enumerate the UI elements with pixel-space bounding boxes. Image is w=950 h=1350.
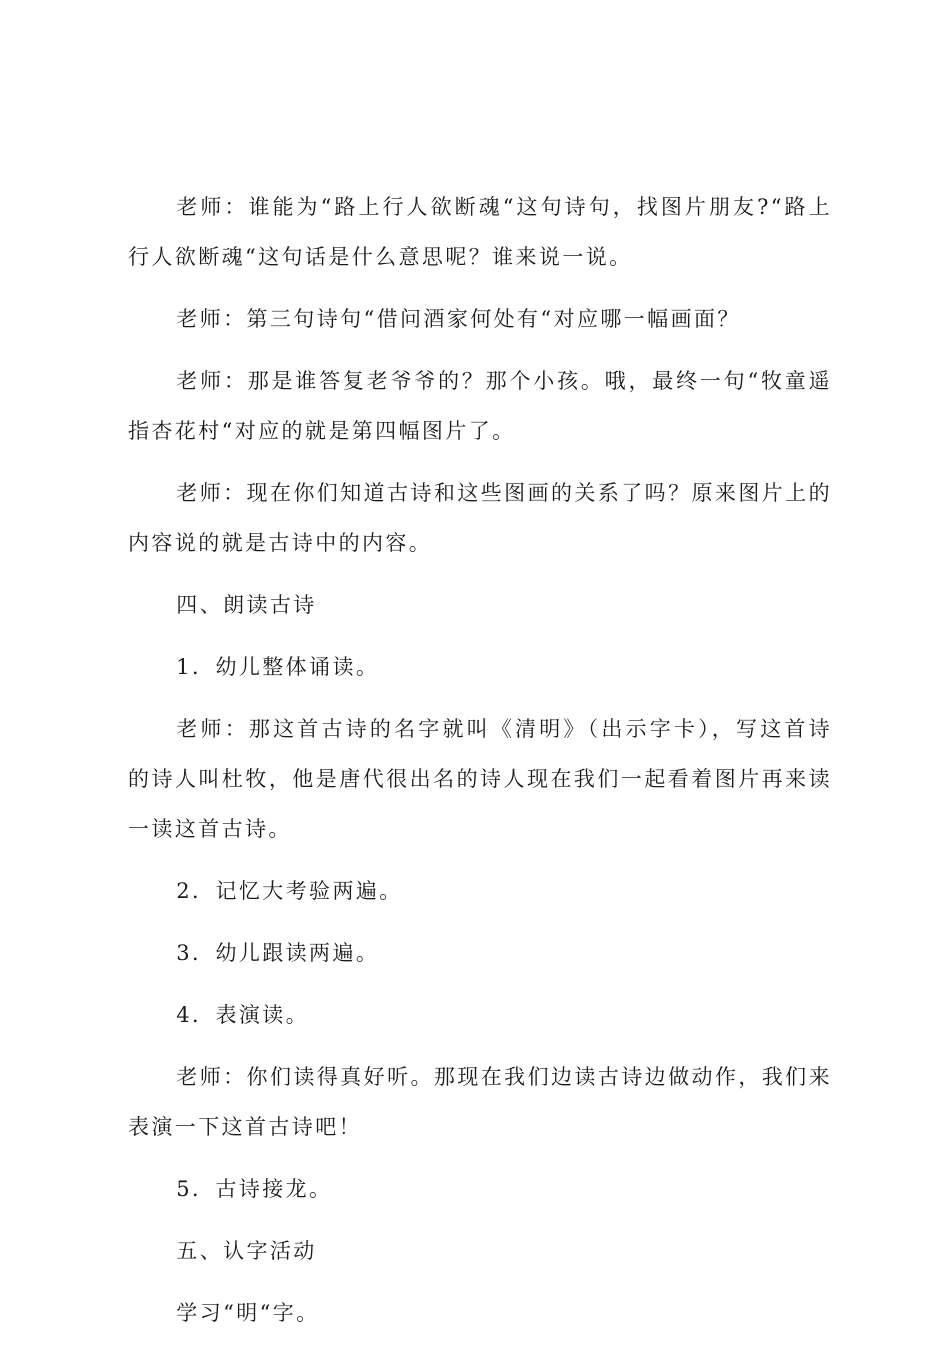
list-item-1: 1．幼儿整体诵读。 [176, 655, 380, 679]
document-body [128, 182, 832, 1350]
paragraph-teacher-line-5: 老师：那这首古诗的名字就叫《清明》（出示字卡），写这首诗的诗人叫杜牧，他是唐代很出名的诗人现在我们一起看着图片再来读一读这首古诗。 [128, 717, 832, 841]
list-item-5: 5．古诗接龙。 [176, 1177, 333, 1201]
list-item-2: 2．记忆大考验两遍。 [176, 879, 403, 903]
paragraph-teacher-line-3: 老师：那是谁答复老爷爷的？那个小孩。哦，最终一句“牧童遥指杏花村“对应的就是第四幅图片了。 [128, 369, 832, 443]
paragraph-teacher-line-1: 老师：谁能为“路上行人欲断魂“这句诗句，找图片朋友?“路上行人欲断魂“这句话是什么意思呢？谁来说一说。 [128, 195, 832, 269]
paragraph-teacher-line-6: 老师：你们读得真好听。那现在我们边读古诗边做动作，我们来表演一下这首古诗吧！ [128, 1065, 832, 1139]
paragraph-learn-character: 学习“明“字。 [176, 1301, 320, 1325]
section-heading-4: 四、朗读古诗 [176, 593, 317, 617]
list-item-4: 4．表演读。 [176, 1003, 310, 1027]
list-item-3: 3．幼儿跟读两遍。 [176, 941, 380, 965]
section-heading-5: 五、认字活动 [176, 1239, 317, 1263]
paragraph-teacher-line-2: 老师：第三句诗句“借问酒家何处有“对应哪一幅画面？ [176, 307, 741, 331]
paragraph-teacher-line-4: 老师：现在你们知道古诗和这些图画的关系了吗？原来图片上的内容说的就是古诗中的内容。 [128, 481, 832, 555]
